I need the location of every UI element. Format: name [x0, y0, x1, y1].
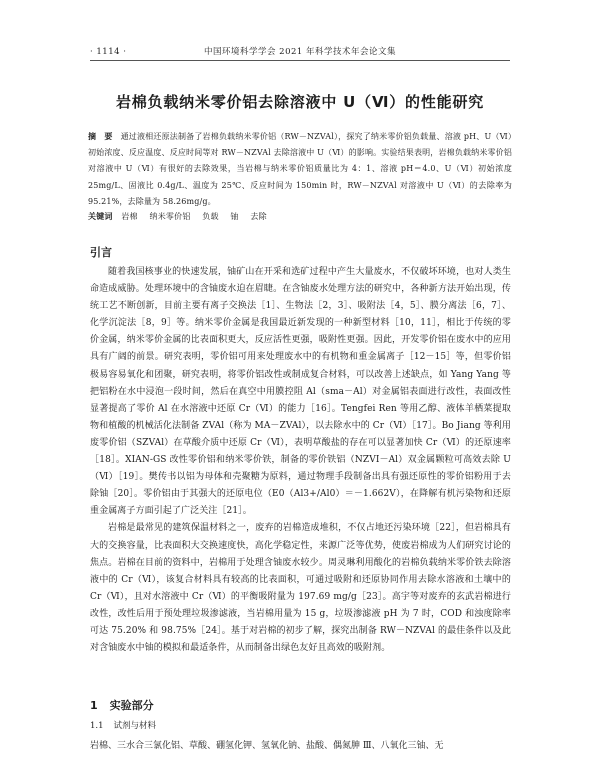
header-rule: [90, 60, 510, 61]
keywords-label: 关键词: [88, 211, 113, 221]
keyword: 纳米零价铝: [149, 212, 191, 221]
keyword: 岩棉: [121, 212, 138, 221]
keyword: 去除: [250, 212, 267, 221]
section-title: 实验部分: [109, 699, 154, 712]
section-heading-experiment: [90, 697, 154, 713]
keyword: 铀: [230, 212, 239, 221]
intro-title: 引言: [90, 246, 112, 259]
paragraph: 随着我国核事业的快速发展，铀矿山在开采和选矿过程中产生大量废水，不仅破坏环境，也对人类生命造成威胁。处理环境中的含铀废水迫在眉睫。在含铀废水处理方法的研究中，各种新方法开始出现，传统工艺不断创新，目前主要有离子交换法［1］、生物法［2，3］、吸附法［4，5］、膜分离法［6，7］、化学沉淀法［8，9］等。纳米零价金属是我国最近新发现的一种新型材料［10，11］，相比于传统的零价金属，纳米零价金属的比表面积更大，反应活性更强，吸附性更强。因此，开发零价铝在废水中的应用具有广阔的前景。研究表明，零价铝可用来处理废水中的有机物和重金属离子［12－15］等，但零价铝极易容易氧化和团聚，研究表明，将零价铝改性或制成复合材料，可以改善上述缺点，如 Yang Yang 等把铝粉在水中浸泡一段时间，然后在真空中用膜控阻 Al（sma－Al）对金属铝表面进行改性，表面改性显著提高了零价 Al 在水溶液中还原 Cr（Ⅵ）的能力［16］。Tengfei Ren 等用乙醇、液体羊栖菜提取物和植酸的机械活化法制备 ZVAl（称为 MA－ZVAl），以去除水中的 Cr（Ⅵ）［17］。Bo Jiang 等利用废零价铝（SZVAl）在草酸介质中还原 Cr（Ⅵ），表明草酸盐的存在可以显著加快 Cr（Ⅵ）的还原速率［18］。XIAN-GS 改性零价铝和纳米零价铁，制备的零价铁铝（NZVI－Al）双金属颗粒可高效去除 U（Ⅵ）［19］。樊传书以铝为母体和壳聚糖为原料，通过物理手段制备出具有强还原性的零价铝粉用于去除铀［20］。零价铝由于其强大的还原电位（E0（Al3+/Al0）＝－1.662V），在降解有机污染物和还原重金属离子方面引起了广泛关注［21］。: [90, 267, 511, 517]
section-number: 1: [90, 699, 98, 712]
abstract: [88, 128, 512, 210]
conference-title: 中国环境科学学会 2021 年科学技术年会论文集: [203, 47, 397, 57]
paper-title: 岩棉负载纳米零价铝去除溶液中 U（Ⅵ）的性能研究: [115, 93, 485, 111]
subsection-title: 试剂与材料: [113, 721, 157, 731]
keywords: [88, 209, 512, 224]
page-number: · 1114 ·: [90, 47, 127, 57]
paragraph: 岩棉是最常见的建筑保温材料之一，废弃的岩棉造成堆积，不仅占地还污染环境［22］，但岩棉具有大的交换容量，比表面积大交换速度快，高化学稳定性，来源广泛等优势，使废岩棉成为人们研究讨论的焦点。岩棉在目前的资料中，岩棉用于处理含铀废水较少。周灵琳利用酸化的岩棉负载纳米零价铁去除溶液中的 Cr（Ⅵ），该复合材料具有较高的比表面积，可通过吸附和还原协同作用去除水溶液和土壤中的 Cr（Ⅵ），且对水溶液中 Cr（Ⅵ）的平衡吸附量为 197.69 mg/g［23］。高宇等对废弃的玄武岩棉进行改性，改性后用于预处理垃圾渗滤液，当岩棉用量为 15 g，垃圾渗滤液 pH 为 7 时，COD 和浊度除率可达 75.20% 和 98.75%［24］。基于对岩棉的初步了解，探究出制备 RW－NZVAl 的最佳条件以及此对含铀废水中铀的模拟和最适条件，从而制备出绿色友好且高效的吸附剂。: [90, 523, 511, 654]
subsection-heading: [90, 719, 156, 731]
materials-line: 岩棉、三水合三氯化铝、草酸、硼氢化钾、氢氧化钠、盐酸、偶氮胂 Ⅲ、八氧化三铀、无: [90, 741, 444, 751]
page-header: [90, 44, 510, 60]
section-heading-intro: [90, 244, 112, 260]
subsection-number: 1.1: [90, 721, 104, 731]
body-text: [90, 264, 511, 657]
keyword: 负载: [202, 212, 219, 221]
abstract-text: 通过液相还原法制备了岩棉负载纳米零价铝（RW－NZVAl），探究了纳米零价铝负载量、溶液 pH、U（Ⅵ）初始浓度、反应温度、反应时间等对 RW－NZVAl 去除溶液中 U（Ⅵ）的影响。实验结果表明，岩棉负载纳米零价铝对溶液中 U（Ⅵ）有很好的去除效果，当岩棉与纳米零价铝质量比为 4：1、溶液 pH＝4.0、U（Ⅵ）初始浓度 25mg/L、固液比 0.4g/L、温度为 25℃、反应时间为 150min 时，RW－NZVAl 对溶液中 U（Ⅵ）的去除率为 95.21%，去除量为 58.26mg/g。: [88, 132, 512, 206]
abstract-label: 摘 要: [88, 131, 113, 141]
